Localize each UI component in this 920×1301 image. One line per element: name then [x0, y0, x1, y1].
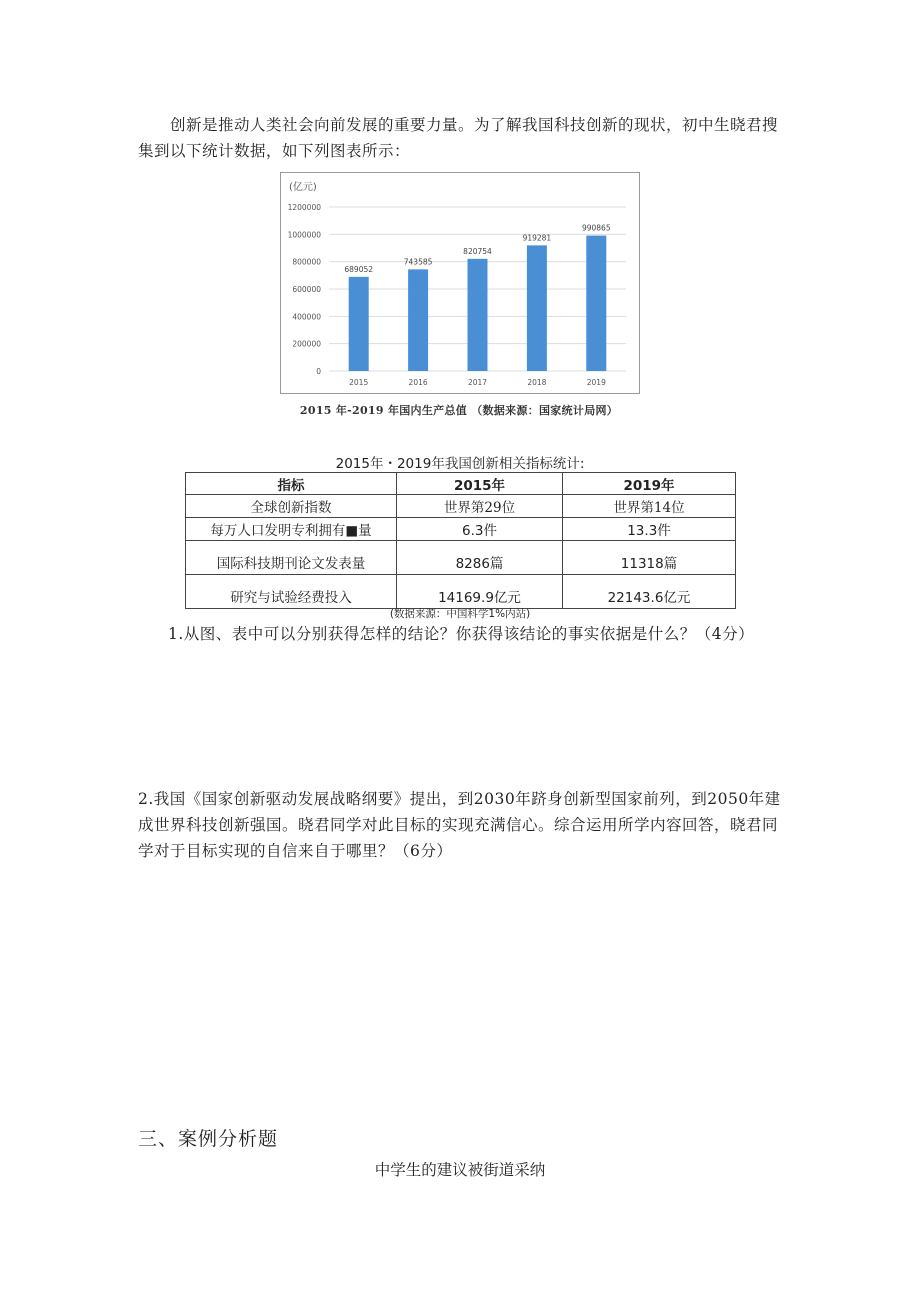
bar: [349, 277, 369, 371]
bar: [527, 245, 547, 371]
row-label: 全球创新指数: [186, 495, 397, 518]
table-header-row: [186, 473, 736, 495]
row-value-2015: 14169.9亿元: [397, 575, 563, 609]
table-source: (数据来源：中国科学1%内站): [389, 608, 531, 620]
question-1: 1.从图、表中可以分别获得怎样的结论？你获得该结论的事实依据是什么？（4分）: [168, 625, 755, 643]
table-row: [186, 495, 736, 518]
table-row: [186, 541, 736, 575]
intro-paragraph: 创新是推动人类社会向前发展的重要力量。为了解我国科技创新的现状，初中生晓君搜集到以下统计数据，如下列图表所示：: [138, 116, 779, 160]
table-row: [186, 518, 736, 541]
row-value-2015: 6.3件: [397, 518, 563, 541]
x-tick-label: 2019: [586, 378, 606, 387]
question-2: 2.我国《国家创新驱动发展战略纲要》提出，到2030年跻身创新型国家前列，到2050年建成世界科技创新强国。晓君同学对此目标的实现充满信心。综合运用所学内容回答，晓君同学对于目标实现的自信来自于哪里？（6分）: [138, 790, 781, 860]
row-value-2019: 13.3件: [563, 518, 736, 541]
row-label: 国际科技期刊论文发表量: [186, 541, 397, 575]
y-tick-label: 800000: [292, 257, 321, 267]
row-label: 每万人口发明专利拥有■量: [186, 518, 397, 541]
section-heading: 三、案例分析题: [138, 1128, 279, 1150]
y-tick-label: 0: [316, 367, 321, 376]
y-tick-label: 600000: [292, 285, 321, 294]
y-tick-label: 200000: [292, 339, 321, 349]
row-label: 研究与试验经费投入: [186, 575, 397, 609]
innovation-stats-table: [185, 472, 736, 609]
header-indicator: 指标: [186, 473, 397, 495]
row-value-2019: 22143.6亿元: [563, 575, 736, 609]
case-title: 中学生的建议被街道采纳: [374, 1161, 546, 1179]
row-value-2015: 8286篇: [397, 541, 563, 575]
data-label: 743585: [403, 257, 433, 267]
y-tick-label: 1200000: [287, 203, 321, 212]
data-label: 990865: [581, 223, 611, 233]
bar: [586, 236, 606, 371]
x-tick-label: 2017: [467, 378, 488, 387]
y-axis-label: (亿元): [289, 182, 317, 193]
bar: [408, 269, 428, 371]
chart-canvas: [281, 173, 639, 393]
header-2019: 2019年: [563, 473, 736, 495]
gdp-bar-chart: [280, 172, 640, 394]
x-tick-label: 2015: [349, 378, 369, 387]
header-2015: 2015年: [397, 473, 563, 495]
row-value-2015: 世界第29位: [397, 495, 563, 518]
y-tick-label: 400000: [292, 312, 321, 322]
table-title: 2015年・2019年我国创新相关指标统计:: [335, 456, 585, 472]
bar: [468, 259, 488, 371]
data-label: 689052: [344, 264, 374, 274]
data-label: 919281: [522, 233, 552, 243]
x-tick-label: 2018: [527, 378, 547, 387]
row-value-2019: 世界第14位: [563, 495, 736, 518]
table-row: [186, 575, 736, 609]
chart-caption: 2015 年-2019 年国内生产总值 （数据来源：国家统计局网）: [299, 404, 619, 417]
row-value-2019: 11318篇: [563, 541, 736, 575]
data-label: 820754: [463, 246, 492, 256]
y-tick-label: 1000000: [287, 230, 321, 240]
x-tick-label: 2016: [408, 378, 428, 387]
